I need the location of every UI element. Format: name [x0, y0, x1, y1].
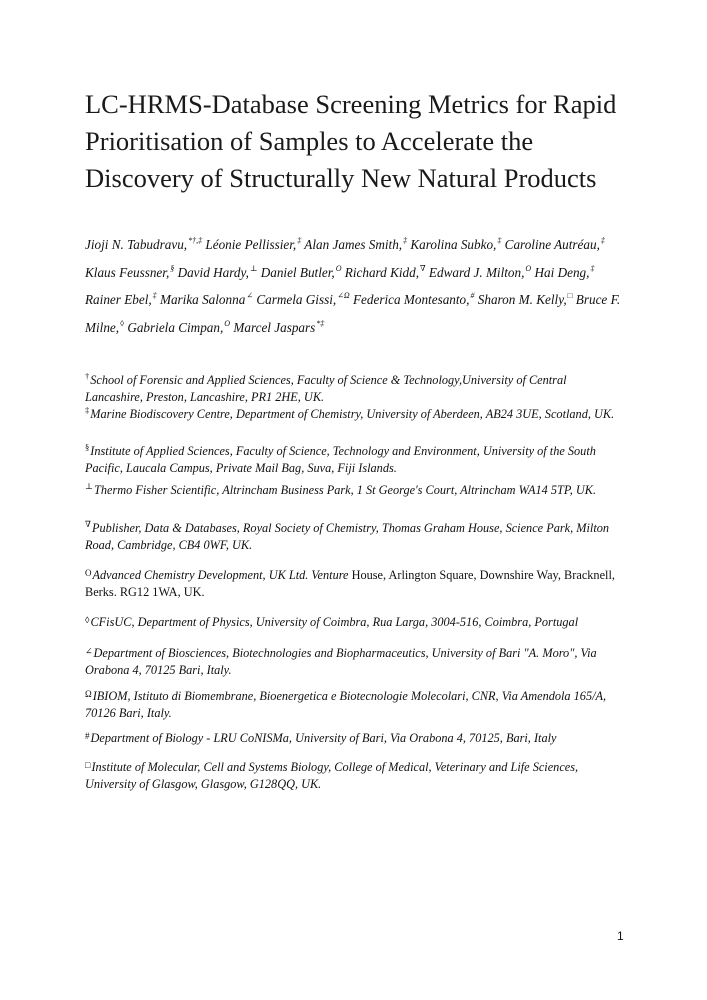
author: Daniel Butler,$^O$ [260, 263, 342, 280]
affiliation: $^\Omega$IBIOM, Istituto di Biomembrane, Bioenergetica e Biotecnologie Molecolari, CNR, Via Amendola 165/A, 70126 Bari, Italy. [85, 689, 607, 720]
affiliation: ⊥Thermo Fisher Scientific, Altrincham Business Park, 1 St George's Court, Altrincham WA14 5TP, UK. [85, 481, 597, 497]
author: Léonie Pellissier,‡ [205, 236, 302, 252]
author: Richard Kidd,∇ [344, 263, 426, 280]
affiliation: §Institute of Applied Sciences, Faculty of Science, Technology and Environment, University of the South Pacific, Laucala Campus, Private Mail Bag, Suva, Fiji Islands. [85, 442, 596, 475]
author: Jioji N. Tabudravu,*†,‡ [85, 236, 203, 252]
author: Hai Deng,‡ [534, 263, 595, 280]
author: Karolina Subko,‡ [410, 236, 502, 252]
author: Carmela Gissi,$^{\angle\Omega}$ [256, 291, 350, 307]
affiliation: #Department of Biology - LRU CoNISMa, University of Bari, Via Orabona 4, 70125, Bari, Italy [85, 731, 557, 745]
affiliation: ◊CFisUC, Department of Physics, University of Coimbra, Rua Larga, 3004-516, Coimbra, Portugal [85, 615, 579, 629]
author: Marika Salonna∠ [159, 291, 254, 307]
author: Sharon M. Kelly,□ [477, 291, 573, 307]
author: Rainer Ebel,‡ [85, 291, 157, 307]
affiliation: ∠Department of Biosciences, Biotechnologies and Biopharmaceutics, University of Bari "A. Moro", Via Orabona 4, 70125 Bari, Italy. [85, 646, 597, 677]
author: David Hardy,⊥ [177, 263, 258, 280]
page-number: 1 [617, 929, 624, 943]
affiliation: ‡Marine Biodiscovery Centre, Department of Chemistry, University of Aberdeen, AB24 3UE, Scotland, UK. [85, 405, 615, 421]
affiliation: $^O$Advanced Chemistry Development, UK Ltd. Venture House, Arlington Square, Downshire Way, Bracknell, Berks. RG12 1WA, UK. [85, 568, 615, 599]
author: Alan James Smith,‡ [304, 236, 408, 252]
affiliation: ∇Publisher, Data & Databases, Royal Society of Chemistry, Thomas Graham House, Science Park, Milton Road, Cambridge, CB4 0WF, UK. [85, 519, 610, 552]
affiliation: †School of Forensic and Applied Sciences, Faculty of Science & Technology,University of Central Lancashire, Preston, Lancashire, PR1 2HE, UK. [85, 371, 567, 404]
author: Caroline Autréau,‡ [504, 236, 605, 252]
author: Klaus Feussner,§ [85, 263, 175, 280]
author: Marcel Jaspars*‡ [233, 318, 325, 335]
paper-title: LC-HRMS-Database Screening Metrics for Rapid Prioritisation of Samples to Accelerate the Discovery of Structurally New Natural Products [85, 89, 617, 193]
author-list [85, 229, 625, 339]
author: Gabriela Cimpan,$^O$ [127, 318, 231, 335]
author: Federica Montesanto,# [352, 291, 475, 307]
author: Bruce F. Milne,◊ [85, 292, 621, 335]
affiliation: □Institute of Molecular, Cell and Systems Biology, College of Medical, Veterinary and Life Sciences, University of Glasgow, Glasgow, G128QQ, UK. [85, 760, 579, 791]
author: Edward J. Milton,$^O$ [428, 263, 532, 280]
